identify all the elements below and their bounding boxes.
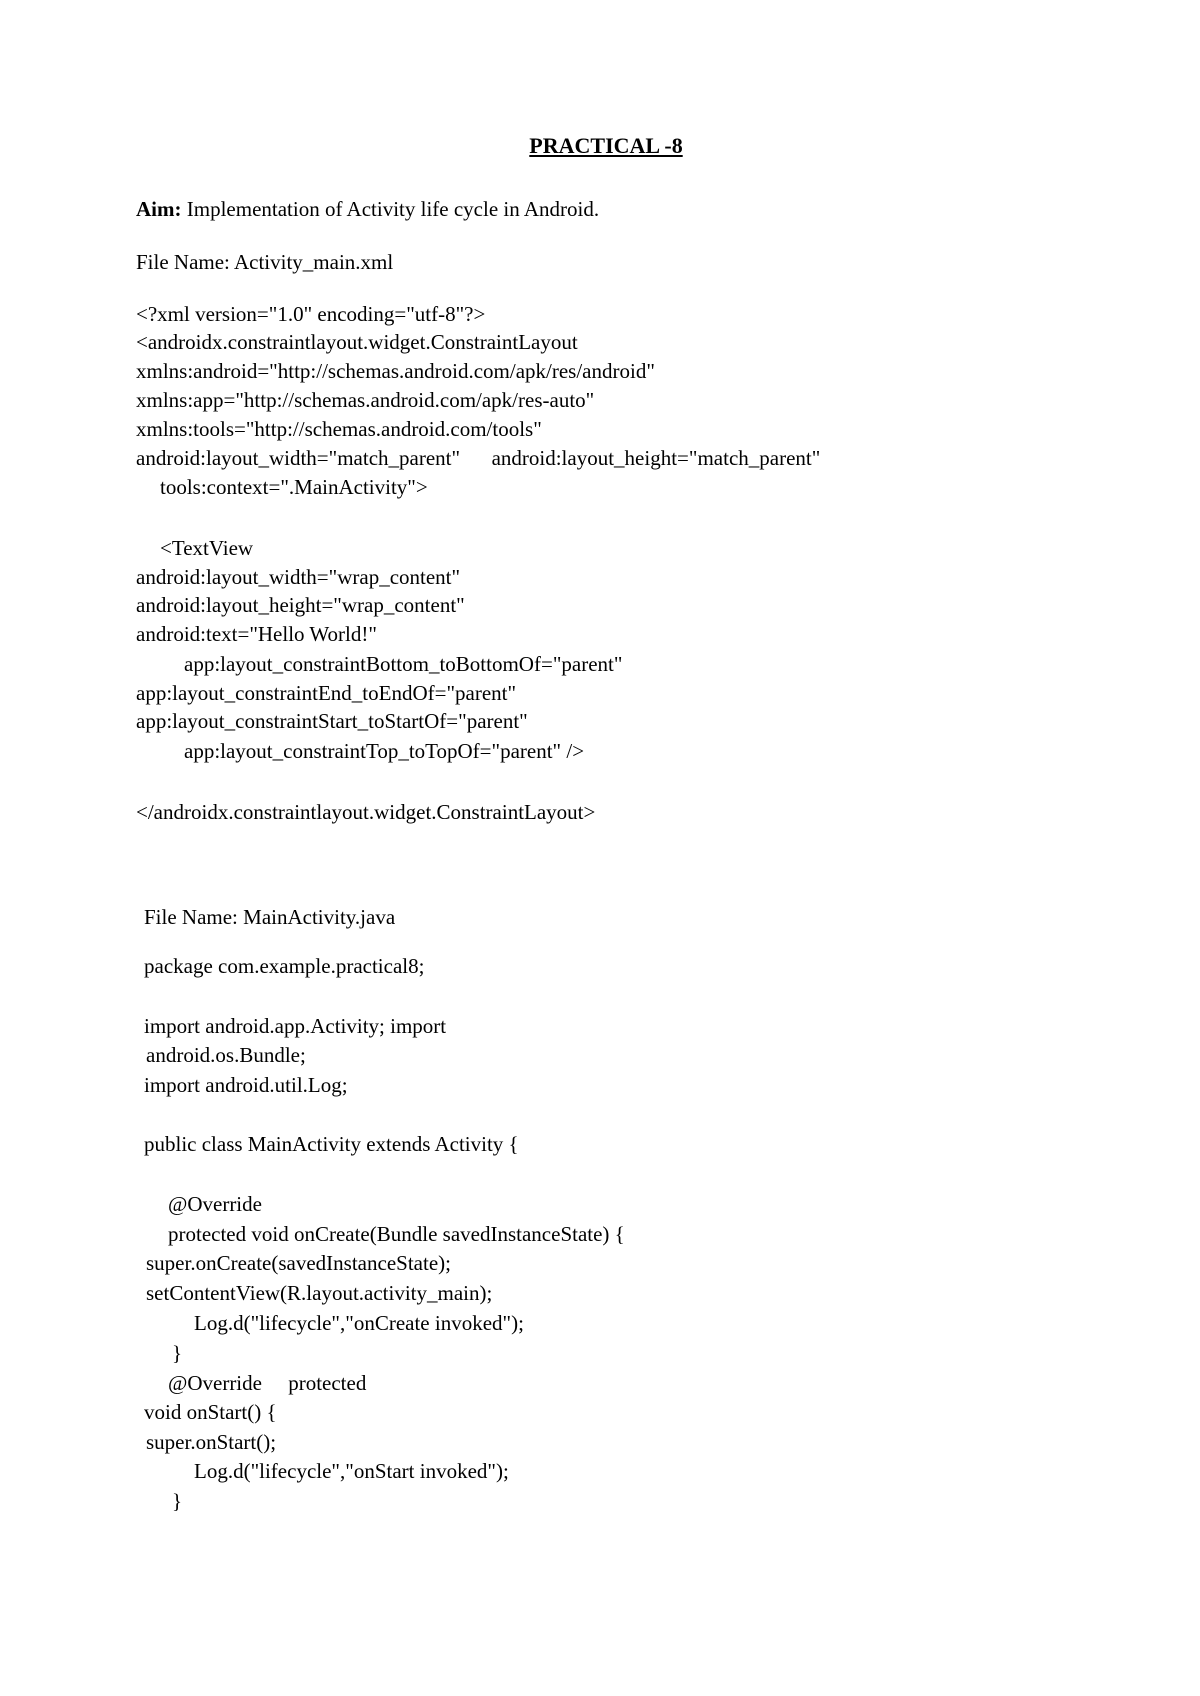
java-code-line: import android.app.Activity; import [144,1014,447,1038]
java-code-line: android.os.Bundle; [146,1043,306,1067]
xml-code-line: xmlns:android="http://schemas.android.com/apk/res/android" [136,359,655,383]
java-code-line: package com.example.practical8; [144,954,425,978]
page-title: PRACTICAL -8 [529,133,683,158]
java-code-line: protected void onCreate(Bundle savedInstanceState) { [168,1222,625,1246]
java-code-line: Log.d("lifecycle","onCreate invoked"); [194,1311,524,1335]
java-code-line: Log.d("lifecycle","onStart invoked"); [194,1459,509,1483]
xml-code-line: app:layout_constraintStart_toStartOf="parent" [136,709,528,733]
aim-line [136,196,599,222]
xml-code-line: app:layout_constraintBottom_toBottomOf="parent" [184,652,623,676]
java-code-line: } [172,1489,183,1513]
xml-code-line: android:text="Hello World!" [136,622,377,646]
xml-code-line: <TextView [160,536,254,560]
xml-code-line: xmlns:app="http://schemas.android.com/apk/res-auto" [136,388,595,412]
java-code-line: void onStart() { [144,1400,277,1424]
xml-code-line: app:layout_constraintTop_toTopOf="parent" /> [184,739,585,763]
xml-code-line: tools:context=".MainActivity"> [160,475,428,499]
xml-code-line: xmlns:tools="http://schemas.android.com/tools" [136,417,542,441]
java-code-line: public class MainActivity extends Activity { [144,1132,519,1156]
xml-code-line: <androidx.constraintlayout.widget.ConstraintLayout [136,330,578,354]
xml-code-line: <?xml version="1.0" encoding="utf-8"?> [136,302,486,326]
xml-file-name: File Name: Activity_main.xml [136,250,394,274]
java-code-line: super.onCreate(savedInstanceState); [146,1251,451,1275]
xml-code-line: android:layout_height="wrap_content" [136,593,465,617]
java-code-line: @Override protected [168,1371,367,1395]
aim-text: Implementation of Activity life cycle in Android. [181,197,600,221]
java-code-line: } [172,1341,183,1365]
xml-code-line: app:layout_constraintEnd_toEndOf="parent" [136,681,517,705]
xml-code-line: </androidx.constraintlayout.widget.ConstraintLayout> [136,800,596,824]
java-code-line: super.onStart(); [146,1430,277,1454]
java-file-name: File Name: MainActivity.java [144,905,396,929]
xml-code-line: android:layout_width="match_parent" android:layout_height="match_parent" [136,446,821,470]
xml-code-line: android:layout_width="wrap_content" [136,565,461,589]
aim-label: Aim: [136,197,182,221]
java-code-line: import android.util.Log; [144,1073,348,1097]
java-code-line: @Override [168,1192,262,1216]
java-code-line: setContentView(R.layout.activity_main); [146,1281,493,1305]
